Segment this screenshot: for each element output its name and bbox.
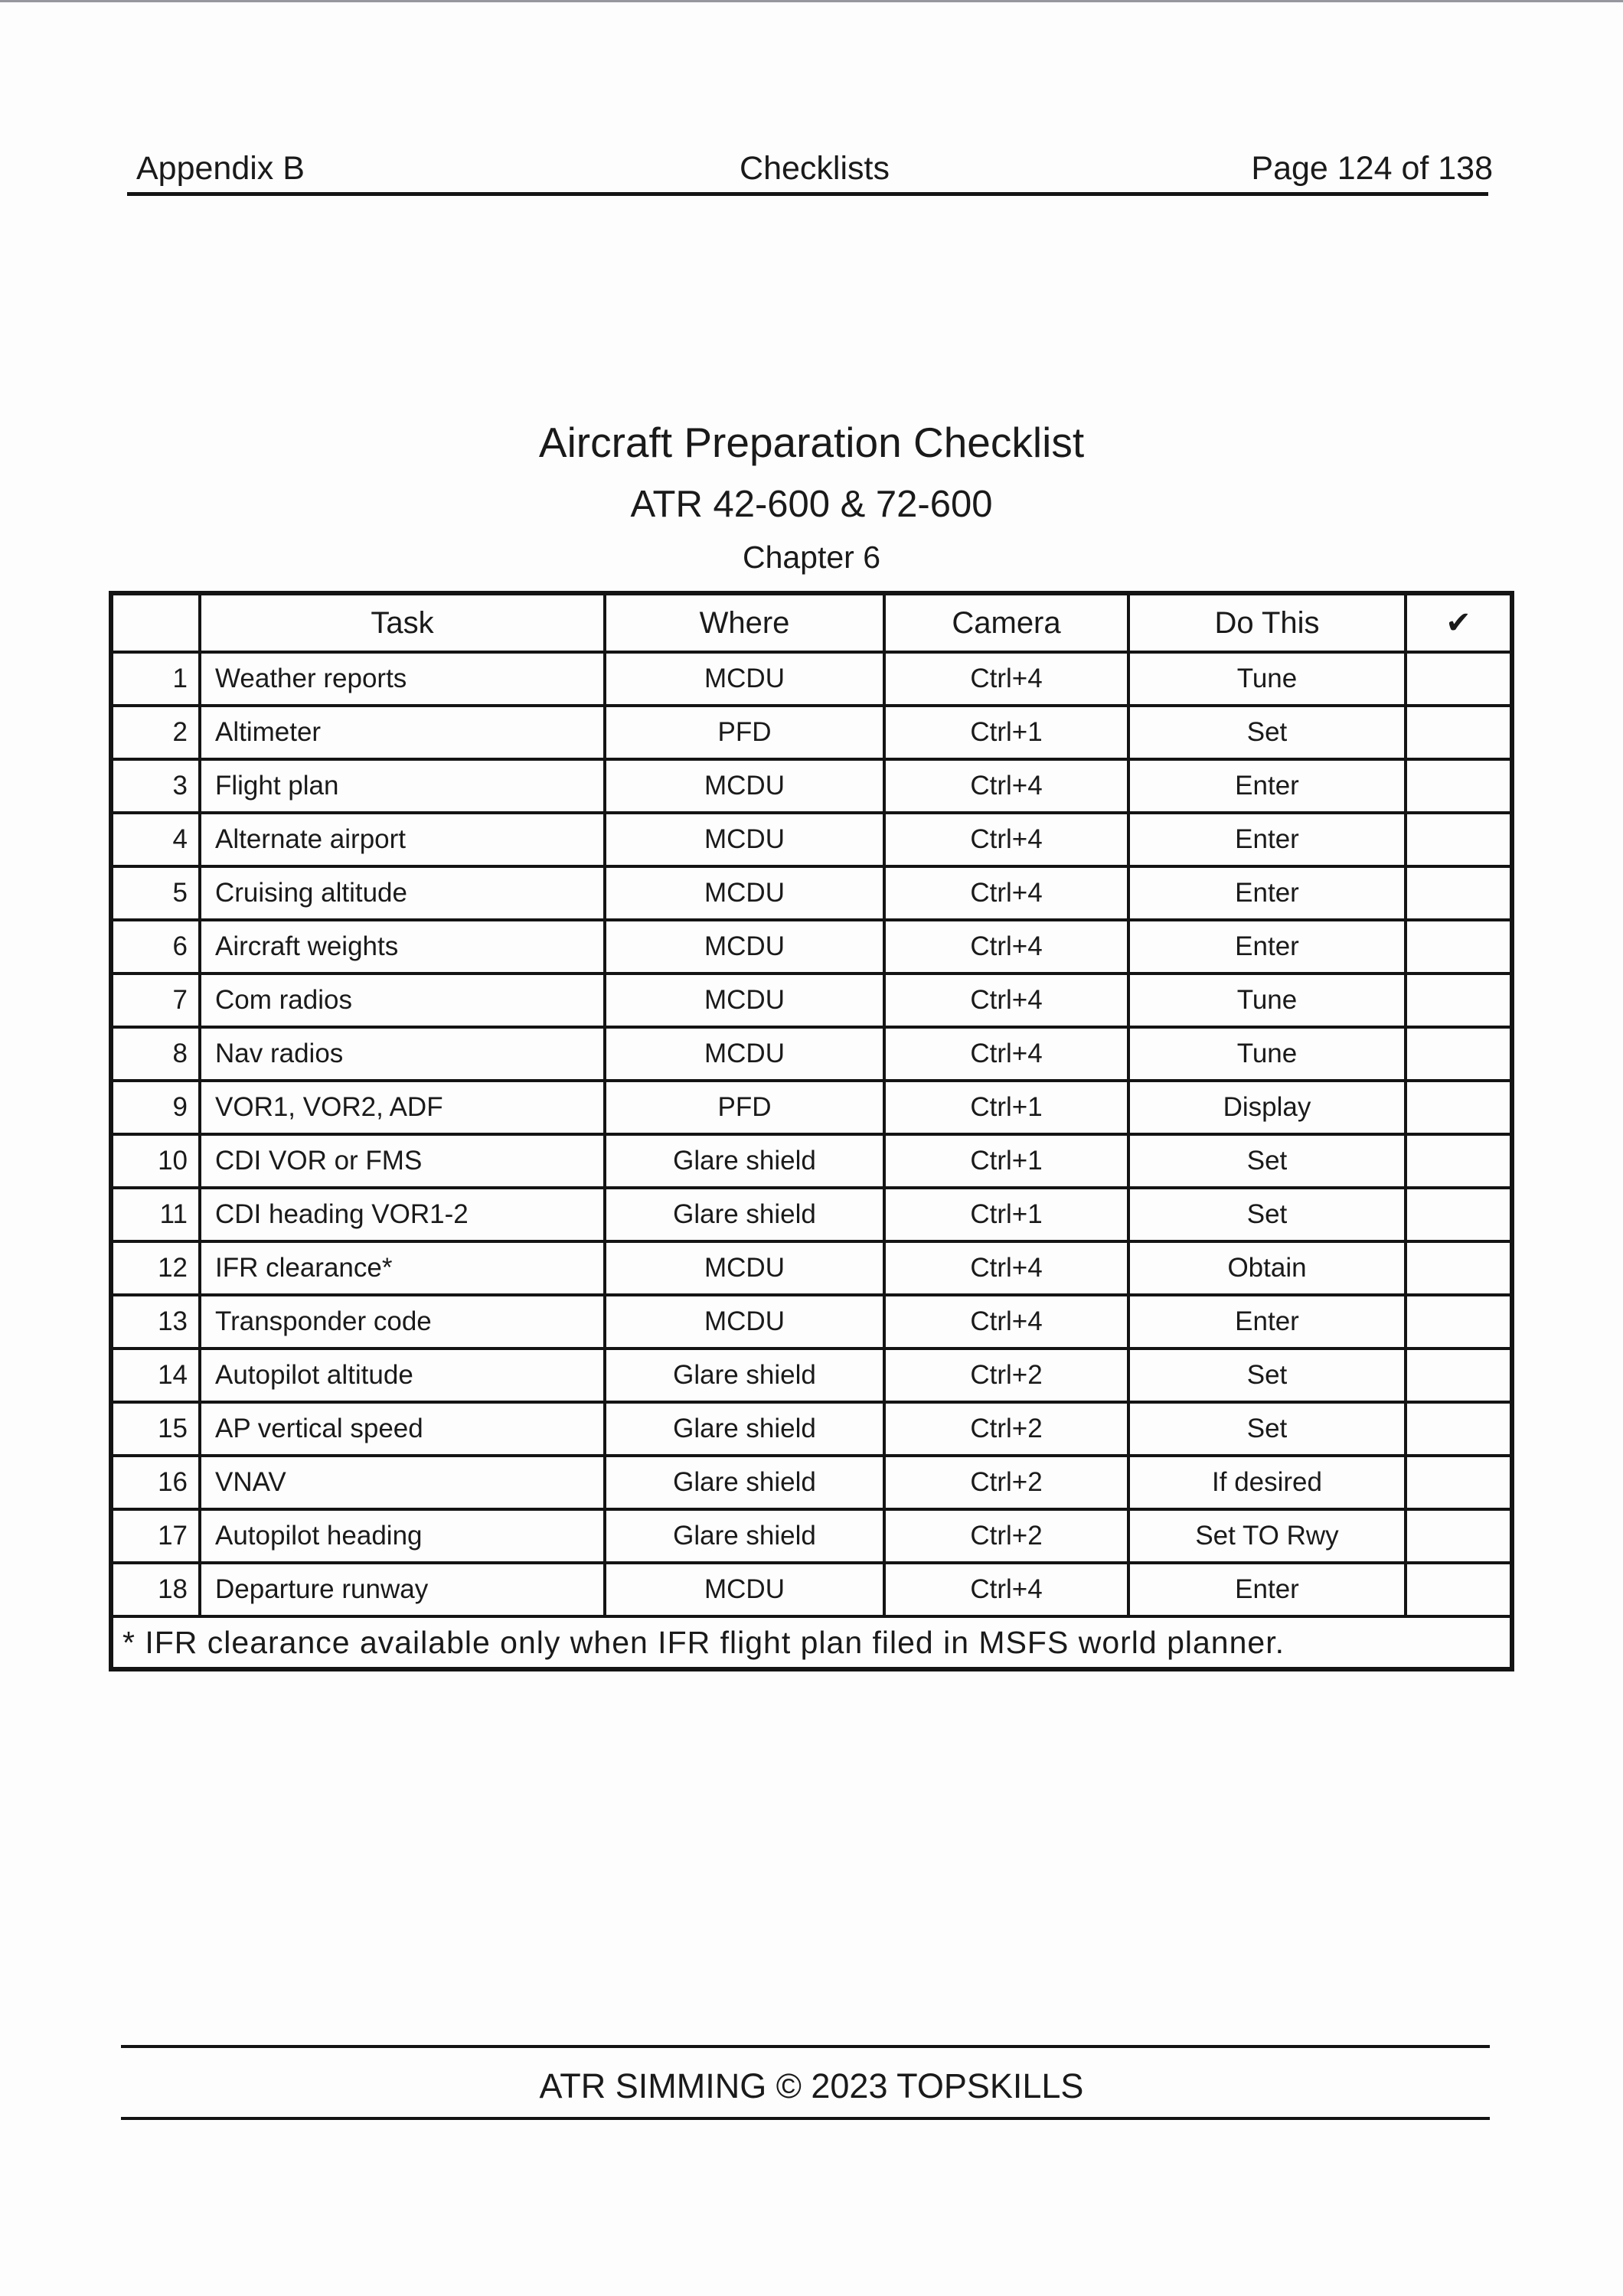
camera-cell: Ctrl+4 [884,1563,1128,1616]
camera-cell: Ctrl+1 [884,1134,1128,1188]
task-cell: VNAV [200,1456,605,1509]
col-header-check [1406,593,1512,652]
footer-rule-bottom [121,2117,1490,2120]
task-cell: VOR1, VOR2, ADF [200,1081,605,1134]
do-this-cell: If desired [1128,1456,1406,1509]
table-row [111,1134,1512,1188]
where-cell: Glare shield [605,1134,884,1188]
do-this-cell: Obtain [1128,1241,1406,1295]
table-header-row [111,593,1512,652]
where-cell: MCDU [605,974,884,1027]
do-this-cell: Set [1128,1402,1406,1456]
where-cell: MCDU [605,1295,884,1349]
where-cell: MCDU [605,652,884,706]
row-number-cell: 2 [111,706,200,759]
table-row [111,1563,1512,1616]
check-cell [1406,1509,1512,1563]
camera-cell: Ctrl+4 [884,920,1128,974]
task-cell: Alternate airport [200,813,605,866]
do-this-cell: Enter [1128,813,1406,866]
check-cell [1406,1081,1512,1134]
check-cell [1406,1563,1512,1616]
do-this-cell: Display [1128,1081,1406,1134]
table-row [111,813,1512,866]
task-cell: Altimeter [200,706,605,759]
task-cell: Transponder code [200,1295,605,1349]
row-number-cell: 1 [111,652,200,706]
task-cell: Autopilot altitude [200,1349,605,1402]
page-subtitle: ATR 42-600 & 72-600 [630,483,993,525]
table-footnote: * IFR clearance available only when IFR flight plan filed in MSFS world planner. [111,1616,1512,1669]
task-cell: Aircraft weights [200,920,605,974]
task-cell: CDI heading VOR1-2 [200,1188,605,1241]
row-number-cell: 3 [111,759,200,813]
check-cell [1406,866,1512,920]
page-top-edge-line [0,0,1623,2]
where-cell: PFD [605,706,884,759]
page-footer: ATR SIMMING © 2023 TOPSKILLS [539,2066,1084,2105]
row-number-cell: 12 [111,1241,200,1295]
row-number-cell: 14 [111,1349,200,1402]
chapter-label: Chapter 6 [742,540,881,576]
check-cell [1406,1027,1512,1081]
check-cell [1406,1402,1512,1456]
do-this-cell: Enter [1128,759,1406,813]
table-row [111,759,1512,813]
row-number-cell: 11 [111,1188,200,1241]
table-row [111,920,1512,974]
task-cell: Nav radios [200,1027,605,1081]
where-cell: MCDU [605,813,884,866]
row-number-cell: 15 [111,1402,200,1456]
check-cell [1406,813,1512,866]
table-row [111,1081,1512,1134]
where-cell: MCDU [605,1563,884,1616]
task-cell: Flight plan [200,759,605,813]
row-number-cell: 5 [111,866,200,920]
camera-cell: Ctrl+2 [884,1349,1128,1402]
do-this-cell: Set [1128,1134,1406,1188]
table-row [111,706,1512,759]
check-cell [1406,1456,1512,1509]
where-cell: Glare shield [605,1456,884,1509]
do-this-cell: Enter [1128,1295,1406,1349]
header-section-label: Checklists [740,150,890,187]
check-cell [1406,1241,1512,1295]
camera-cell: Ctrl+2 [884,1509,1128,1563]
check-cell [1406,706,1512,759]
table-row [111,1241,1512,1295]
task-cell: IFR clearance* [200,1241,605,1295]
where-cell: MCDU [605,759,884,813]
where-cell: MCDU [605,866,884,920]
row-number-cell: 4 [111,813,200,866]
header-appendix-label: Appendix B [136,150,305,187]
do-this-cell: Set TO Rwy [1128,1509,1406,1563]
where-cell: Glare shield [605,1188,884,1241]
check-icon: ✔ [1445,606,1471,640]
checklist-table [109,591,1514,1671]
footer-rule-top [121,2045,1490,2048]
camera-cell: Ctrl+4 [884,1295,1128,1349]
do-this-cell: Set [1128,1349,1406,1402]
where-cell: Glare shield [605,1349,884,1402]
do-this-cell: Enter [1128,866,1406,920]
camera-cell: Ctrl+2 [884,1456,1128,1509]
header-page-number: Page 124 of 138 [1251,150,1494,187]
where-cell: PFD [605,1081,884,1134]
task-cell: Departure runway [200,1563,605,1616]
do-this-cell: Set [1128,706,1406,759]
do-this-cell: Tune [1128,1027,1406,1081]
row-number-cell: 9 [111,1081,200,1134]
table-row [111,1349,1512,1402]
where-cell: MCDU [605,1027,884,1081]
table-row [111,1509,1512,1563]
task-cell: Autopilot heading [200,1509,605,1563]
camera-cell: Ctrl+4 [884,866,1128,920]
table-row [111,866,1512,920]
check-cell [1406,652,1512,706]
do-this-cell: Tune [1128,974,1406,1027]
row-number-cell: 13 [111,1295,200,1349]
title-block [0,419,1623,576]
do-this-cell: Tune [1128,652,1406,706]
camera-cell: Ctrl+4 [884,652,1128,706]
table-row [111,1027,1512,1081]
row-number-cell: 10 [111,1134,200,1188]
task-cell: Weather reports [200,652,605,706]
camera-cell: Ctrl+4 [884,759,1128,813]
where-cell: Glare shield [605,1509,884,1563]
camera-cell: Ctrl+4 [884,813,1128,866]
header-rule [127,192,1488,196]
camera-cell: Ctrl+1 [884,706,1128,759]
do-this-cell: Enter [1128,1563,1406,1616]
task-cell: Cruising altitude [200,866,605,920]
col-header-task: Task [200,593,605,652]
check-cell [1406,974,1512,1027]
table-row [111,1295,1512,1349]
table-row [111,1456,1512,1509]
camera-cell: Ctrl+2 [884,1402,1128,1456]
check-cell [1406,1134,1512,1188]
check-cell [1406,1349,1512,1402]
col-header-where: Where [605,593,884,652]
running-header [136,150,1493,188]
table-body [111,652,1512,1616]
row-number-cell: 6 [111,920,200,974]
row-number-cell: 7 [111,974,200,1027]
table-row [111,1188,1512,1241]
camera-cell: Ctrl+4 [884,1027,1128,1081]
check-cell [1406,1295,1512,1349]
row-number-cell: 16 [111,1456,200,1509]
table-row [111,974,1512,1027]
page-title: Aircraft Preparation Checklist [538,419,1085,466]
task-cell: Com radios [200,974,605,1027]
task-cell: CDI VOR or FMS [200,1134,605,1188]
col-header-camera: Camera [884,593,1128,652]
camera-cell: Ctrl+1 [884,1188,1128,1241]
camera-cell: Ctrl+4 [884,974,1128,1027]
where-cell: MCDU [605,920,884,974]
row-number-cell: 18 [111,1563,200,1616]
table-row [111,652,1512,706]
table-row [111,1402,1512,1456]
camera-cell: Ctrl+1 [884,1081,1128,1134]
where-cell: Glare shield [605,1402,884,1456]
col-header-do-this: Do This [1128,593,1406,652]
footnote-row [111,1616,1512,1669]
do-this-cell: Set [1128,1188,1406,1241]
check-cell [1406,1188,1512,1241]
check-cell [1406,759,1512,813]
do-this-cell: Enter [1128,920,1406,974]
row-number-cell: 17 [111,1509,200,1563]
task-cell: AP vertical speed [200,1402,605,1456]
col-header-number [111,593,200,652]
row-number-cell: 8 [111,1027,200,1081]
where-cell: MCDU [605,1241,884,1295]
camera-cell: Ctrl+4 [884,1241,1128,1295]
check-cell [1406,920,1512,974]
